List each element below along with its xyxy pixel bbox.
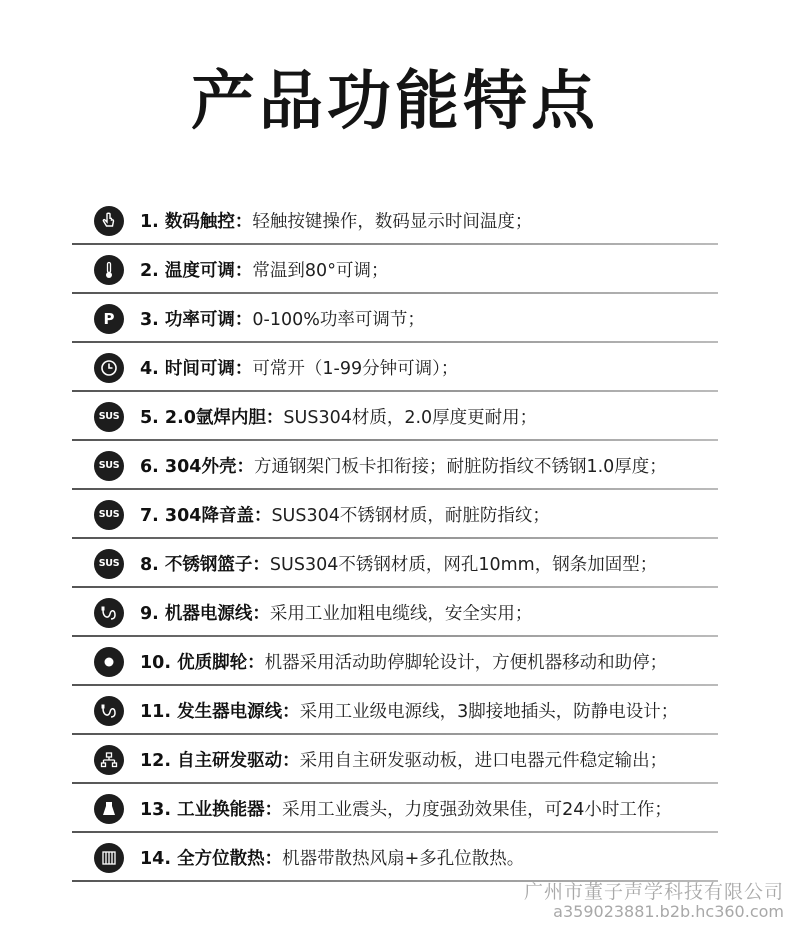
feature-item: [72, 539, 718, 588]
feature-item: [72, 441, 718, 490]
sus-icon: SUS: [94, 500, 124, 530]
feature-label: 14. 全方位散热：: [140, 849, 283, 869]
feature-label: 11. 发生器电源线：: [140, 702, 300, 722]
power-cable-icon: [94, 696, 124, 726]
feature-label: 8. 不锈钢篮子：: [140, 555, 270, 575]
feature-item: [72, 735, 718, 784]
feature-label: 12. 自主研发驱动：: [140, 751, 300, 771]
sus-icon: SUS: [94, 549, 124, 579]
circuit-board-icon: [94, 745, 124, 775]
feature-list: [72, 196, 718, 882]
feature-label: 1. 数码触控：: [140, 212, 253, 232]
sus-icon: SUS: [94, 402, 124, 432]
feature-item: [72, 245, 718, 294]
touch-hand-icon: [94, 206, 124, 236]
page-title: 产品功能特点: [191, 65, 599, 139]
watermark-company: 广州市董子声学科技有限公司: [523, 881, 784, 903]
feature-item: [72, 343, 718, 392]
feature-item: [72, 686, 718, 735]
feature-desc: SUS304不锈钢材质，网孔10mm，钢条加固型；: [269, 555, 658, 575]
feature-label: 6. 304外壳：: [140, 457, 254, 477]
feature-item: [72, 637, 718, 686]
feature-item: [72, 196, 718, 245]
feature-desc: 轻触按键操作，数码显示时间温度；: [252, 212, 533, 232]
feature-desc: 采用工业震头，力度强劲效果佳，可24小时工作；: [282, 800, 672, 820]
feature-label: 2. 温度可调：: [140, 261, 253, 281]
feature-label: 10. 优质脚轮：: [140, 653, 265, 673]
feature-desc: 可常开（1-99分钟可调）；: [252, 359, 459, 379]
feature-label: 4. 时间可调：: [140, 359, 253, 379]
feature-label: 7. 304降音盖：: [140, 506, 272, 526]
thermometer-icon: [94, 255, 124, 285]
feature-desc: SUS304材质，2.0厚度更耐用；: [283, 408, 538, 428]
feature-item: [72, 490, 718, 539]
feature-label: 9. 机器电源线：: [140, 604, 270, 624]
feature-desc: 常温到80°可调；: [252, 261, 389, 281]
feature-desc: 0-100%功率可调节；: [252, 310, 425, 330]
feature-item: [72, 588, 718, 637]
heat-sink-icon: [94, 843, 124, 873]
feature-desc: 采用自主研发驱动板，进口电器元件稳定输出；: [299, 751, 668, 771]
feature-item: [72, 833, 718, 882]
feature-label: 5. 2.0氩焊内胆：: [140, 408, 284, 428]
feature-desc: 采用工业级电源线，3脚接地插头，防静电设计；: [299, 702, 679, 722]
power-p-icon: P: [94, 304, 124, 334]
feature-desc: 采用工业加粗电缆线，安全实用；: [269, 604, 533, 624]
feature-desc: 机器采用活动助停脚轮设计，方便机器移动和助停；: [264, 653, 668, 673]
sus-icon: SUS: [94, 451, 124, 481]
feature-item: [72, 392, 718, 441]
feature-item: [72, 294, 718, 343]
feature-label: 3. 功率可调：: [140, 310, 253, 330]
feature-desc: 方通钢架门板卡扣衔接；耐脏防指纹不锈钢1.0厚度；: [253, 457, 667, 477]
power-cable-icon: [94, 598, 124, 628]
feature-item: [72, 784, 718, 833]
feature-desc: SUS304不锈钢材质，耐脏防指纹；: [271, 506, 550, 526]
watermark-site: a359023881.b2b.hc360.com: [553, 902, 784, 921]
feature-label: 13. 工业换能器：: [140, 800, 283, 820]
feature-desc: 机器带散热风扇+多孔位散热。: [282, 849, 525, 869]
wheel-icon: [94, 647, 124, 677]
clock-icon: [94, 353, 124, 383]
transducer-icon: [94, 794, 124, 824]
